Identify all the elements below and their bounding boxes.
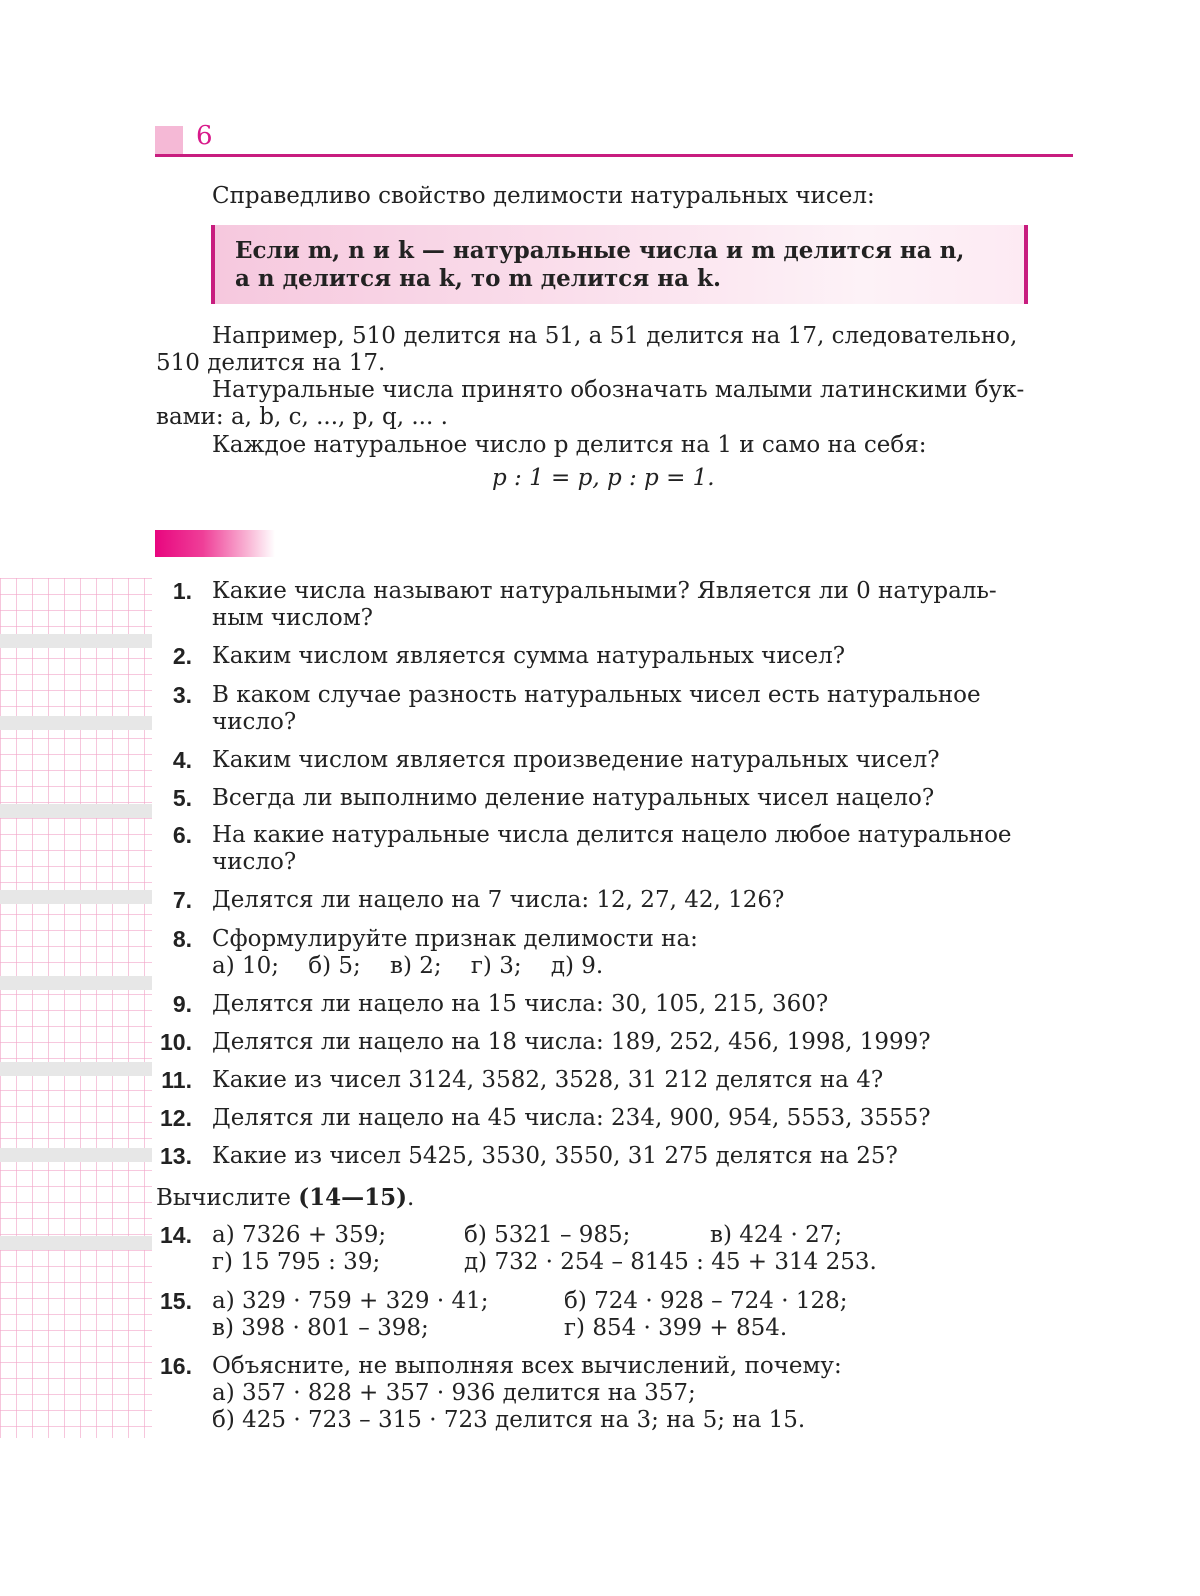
question-7-line-1: Делятся ли нацело на 7 числа: 12, 27, 42, 126? [212, 887, 785, 913]
exercise-14-a: а) 7326 + 359; [212, 1222, 387, 1248]
notation-line-2: вами: a, b, c, ..., p, q, ... . [156, 404, 448, 430]
question-6-line-2: число? [212, 849, 297, 875]
self-division-formula: p : 1 = p, p : p = 1. [492, 465, 715, 491]
self-division-line: Каждое натуральное число p делится на 1 и само на себя: [212, 432, 927, 458]
question-12-number: 12. [160, 1105, 192, 1131]
exercise-14-number: 14. [160, 1222, 192, 1248]
question-8-line-1: Сформулируйте признак делимости на: [212, 926, 698, 952]
exercise-14-c: в) 424 · 27; [710, 1222, 843, 1248]
rule-line-1: Если m, n и k — натуральные числа и m делится на n, [235, 237, 965, 264]
question-2-line-1: Каким числом является сумма натуральных чисел? [212, 643, 846, 669]
question-3-line-1: В каком случае разность натуральных чисел есть натуральное [212, 682, 981, 708]
question-6-line-1: На какие натуральные числа делится нацело любое натуральное [212, 822, 1012, 848]
question-5-line-1: Всегда ли выполнимо деление натуральных чисел нацело? [212, 785, 935, 811]
exercise-14-b: б) 5321 – 985; [464, 1222, 631, 1248]
margin-grid-decoration [0, 578, 152, 1438]
exercise-15-a: а) 329 · 759 + 329 · 41; [212, 1288, 489, 1314]
header-rule [155, 154, 1073, 157]
exercise-16-line-2: а) 357 · 828 + 357 · 936 делится на 357; [212, 1380, 696, 1406]
compute-heading [156, 1184, 414, 1212]
question-12-line-1: Делятся ли нацело на 45 числа: 234, 900, 954, 5553, 3555? [212, 1105, 931, 1131]
question-4-number: 4. [172, 747, 192, 773]
question-8-line-2: а) 10; б) 5; в) 2; г) 3; д) 9. [212, 953, 604, 979]
question-13-line-1: Какие из чисел 5425, 3530, 3550, 31 275 делятся на 25? [212, 1143, 898, 1169]
question-8-number: 8. [172, 926, 192, 952]
example-line-1: Например, 510 делится на 51, а 51 делится на 17, следовательно, [212, 323, 1018, 349]
compute-range: (14—15) [298, 1184, 407, 1211]
compute-end: . [407, 1185, 415, 1211]
exercise-15-b: б) 724 · 928 – 724 · 128; [564, 1288, 848, 1314]
question-7-number: 7. [172, 887, 192, 913]
questions-section-marker [155, 530, 275, 557]
question-1-line-2: ным числом? [212, 605, 373, 631]
exercise-15-d: г) 854 · 399 + 854. [564, 1315, 788, 1341]
intro-text: Справедливо свойство делимости натуральных чисел: [212, 183, 875, 209]
exercise-16-line-3: б) 425 · 723 – 315 · 723 делится на 3; на 5; на 15. [212, 1407, 806, 1433]
question-2-number: 2. [172, 643, 192, 669]
question-6-number: 6. [172, 822, 192, 848]
exercise-15-c: в) 398 · 801 – 398; [212, 1315, 429, 1341]
question-11-number: 11. [161, 1067, 192, 1093]
question-11-line-1: Какие из чисел 3124, 3582, 3528, 31 212 делятся на 4? [212, 1067, 884, 1093]
compute-label: Вычислите [156, 1185, 299, 1211]
page-number: 6 [196, 121, 213, 151]
question-10-line-1: Делятся ли нацело на 18 числа: 189, 252, 456, 1998, 1999? [212, 1029, 931, 1055]
question-13-number: 13. [160, 1143, 192, 1169]
question-9-number: 9. [172, 991, 192, 1017]
example-line-2: 510 делится на 17. [156, 350, 386, 376]
question-3-line-2: число? [212, 709, 297, 735]
exercise-15-number: 15. [160, 1288, 192, 1314]
page-number-marker [155, 126, 183, 154]
exercise-16-number: 16. [160, 1353, 192, 1379]
rule-line-2: а n делится на k, то m делится на k. [235, 265, 721, 292]
question-1-line-1: Какие числа называют натуральными? Является ли 0 натураль- [212, 578, 997, 604]
exercise-14-e: д) 732 · 254 – 8145 : 45 + 314 253. [464, 1249, 877, 1275]
question-1-number: 1. [172, 578, 192, 604]
question-10-number: 10. [160, 1029, 192, 1055]
exercise-14-d: г) 15 795 : 39; [212, 1249, 381, 1275]
question-9-line-1: Делятся ли нацело на 15 числа: 30, 105, 215, 360? [212, 991, 829, 1017]
rule-box [211, 225, 1028, 304]
question-4-line-1: Каким числом является произведение натуральных чисел? [212, 747, 940, 773]
question-3-number: 3. [172, 682, 192, 708]
exercise-16-line-1: Объясните, не выполняя всех вычислений, почему: [212, 1353, 842, 1379]
notation-line-1: Натуральные числа принято обозначать малыми латинскими бук- [212, 377, 1025, 403]
question-5-number: 5. [172, 785, 192, 811]
